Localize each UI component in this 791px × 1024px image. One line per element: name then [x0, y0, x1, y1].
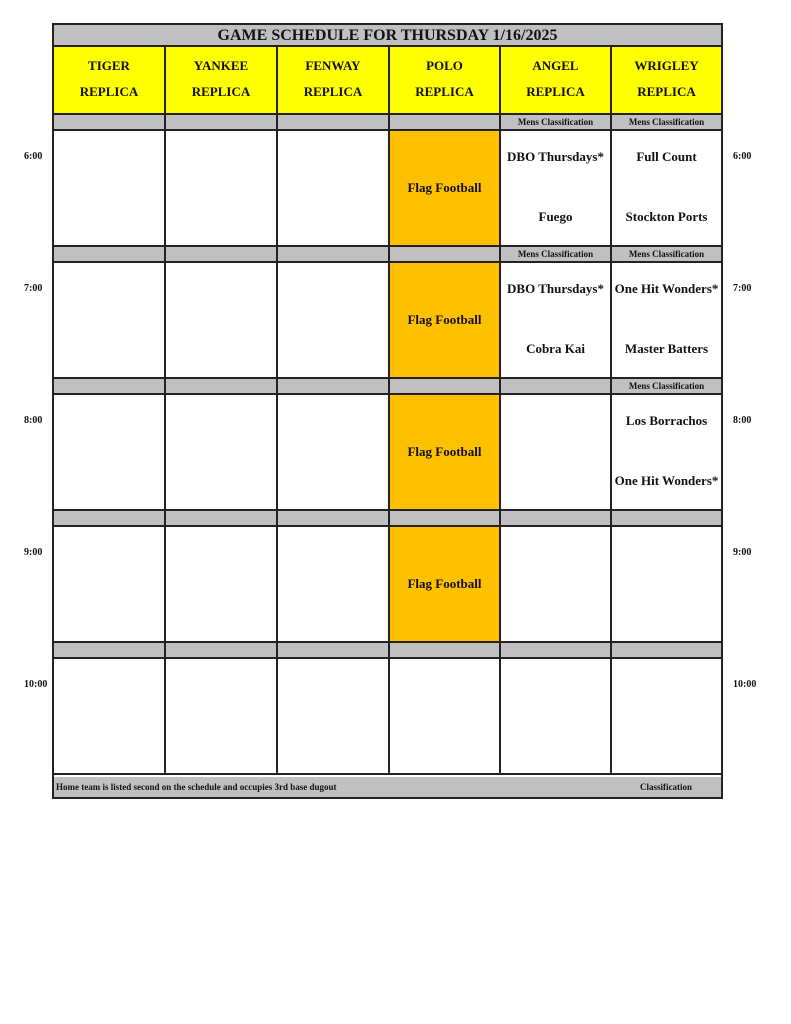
game-cell	[612, 395, 721, 511]
classification-band	[166, 379, 278, 395]
empty-slot	[54, 527, 166, 643]
empty-slot	[501, 659, 612, 775]
classification-band	[612, 511, 721, 527]
empty-slot	[54, 263, 166, 379]
classification-band	[54, 511, 166, 527]
classification-band	[390, 115, 501, 131]
classification-band	[501, 643, 612, 659]
time-label-left: 9:00	[24, 547, 43, 558]
field-subtitle: REPLICA	[637, 84, 696, 99]
schedule-table	[52, 23, 723, 799]
field-subtitle: REPLICA	[526, 84, 585, 99]
flag-football-block	[390, 263, 501, 379]
field-header-tiger	[54, 47, 166, 115]
away-team: DBO Thursdays*	[507, 149, 604, 164]
classification-band	[166, 247, 278, 263]
field-header-angel	[501, 47, 612, 115]
classification-band	[612, 643, 721, 659]
empty-slot	[166, 527, 278, 643]
classification-band: Mens Classification	[501, 247, 612, 263]
empty-slot	[612, 659, 721, 775]
field-name: ANGEL	[532, 58, 579, 73]
flag-football-block	[390, 395, 501, 511]
empty-slot	[166, 659, 278, 775]
home-team: Master Batters	[624, 341, 709, 356]
event-label: Flag Football	[407, 312, 482, 327]
field-header-fenway	[278, 47, 390, 115]
empty-slot	[54, 395, 166, 511]
home-team: One Hit Wonders*	[614, 473, 719, 488]
classification-band	[54, 643, 166, 659]
time-label-left: 10:00	[24, 679, 48, 690]
classification-band	[390, 247, 501, 263]
classification-band	[54, 379, 166, 395]
empty-slot	[166, 263, 278, 379]
classification-band	[390, 379, 501, 395]
field-header-polo	[390, 47, 501, 115]
classification-band	[166, 643, 278, 659]
classification-band	[390, 643, 501, 659]
field-header-yankee	[166, 47, 278, 115]
field-name: TIGER	[88, 58, 130, 73]
field-subtitle: REPLICA	[303, 84, 363, 99]
time-label-right: 8:00	[733, 415, 752, 426]
classification-band	[278, 643, 390, 659]
time-label-right: 10:00	[733, 679, 757, 690]
footer-band	[54, 777, 721, 797]
time-label-left: 8:00	[24, 415, 43, 426]
time-label-left: 7:00	[24, 283, 43, 294]
footer-classification-legend: Classification	[640, 782, 693, 792]
game-cell	[501, 263, 612, 379]
event-label: Flag Football	[407, 180, 482, 195]
time-label-right: 7:00	[733, 283, 752, 294]
classification-band: Mens Classification	[612, 247, 721, 263]
flag-football-block	[390, 131, 501, 247]
flag-football-block	[390, 527, 501, 643]
time-label-right: 9:00	[733, 547, 752, 558]
field-subtitle: REPLICA	[79, 84, 139, 99]
empty-slot	[390, 659, 501, 775]
away-team: Full Count	[636, 149, 697, 164]
empty-slot	[278, 527, 390, 643]
field-name: FENWAY	[305, 58, 361, 73]
empty-slot	[612, 527, 721, 643]
field-header-wrigley	[612, 47, 721, 115]
away-team: One Hit Wonders*	[614, 281, 719, 296]
field-subtitle: REPLICA	[191, 84, 251, 99]
field-name: WRIGLEY	[634, 58, 699, 73]
empty-slot	[278, 395, 390, 511]
classification-band: Mens Classification	[501, 115, 612, 131]
empty-slot	[278, 131, 390, 247]
classification-band: Mens Classification	[612, 115, 721, 131]
empty-slot	[54, 659, 166, 775]
empty-slot	[166, 395, 278, 511]
game-cell	[612, 131, 721, 247]
time-label-right: 6:00	[733, 151, 752, 162]
classification-band	[54, 247, 166, 263]
schedule-title: GAME SCHEDULE FOR THURSDAY 1/16/2025	[54, 25, 721, 47]
away-team: DBO Thursdays*	[507, 281, 604, 296]
game-cell	[501, 131, 612, 247]
classification-band	[501, 511, 612, 527]
empty-slot	[278, 263, 390, 379]
field-name: POLO	[426, 58, 463, 73]
classification-band: Mens Classification	[612, 379, 721, 395]
classification-band	[390, 511, 501, 527]
empty-slot	[501, 527, 612, 643]
classification-band	[278, 247, 390, 263]
field-name: YANKEE	[193, 58, 249, 73]
event-label: Flag Football	[407, 444, 482, 459]
classification-band	[166, 115, 278, 131]
classification-band	[501, 379, 612, 395]
empty-slot	[54, 131, 166, 247]
empty-slot	[166, 131, 278, 247]
game-cell	[612, 263, 721, 379]
empty-slot	[278, 659, 390, 775]
footer-note: Home team is listed second on the schedule and occupies 3rd base dugout	[56, 782, 337, 792]
classification-band	[278, 511, 390, 527]
field-subtitle: REPLICA	[415, 84, 474, 99]
classification-band	[278, 115, 390, 131]
empty-slot	[501, 395, 612, 511]
time-label-left: 6:00	[24, 151, 43, 162]
away-team: Los Borrachos	[625, 413, 708, 428]
home-team: Cobra Kai	[526, 341, 585, 356]
home-team: Fuego	[538, 209, 573, 224]
event-label: Flag Football	[407, 576, 482, 591]
classification-band	[54, 115, 166, 131]
classification-band	[278, 379, 390, 395]
classification-band	[166, 511, 278, 527]
home-team: Stockton Ports	[625, 209, 708, 224]
